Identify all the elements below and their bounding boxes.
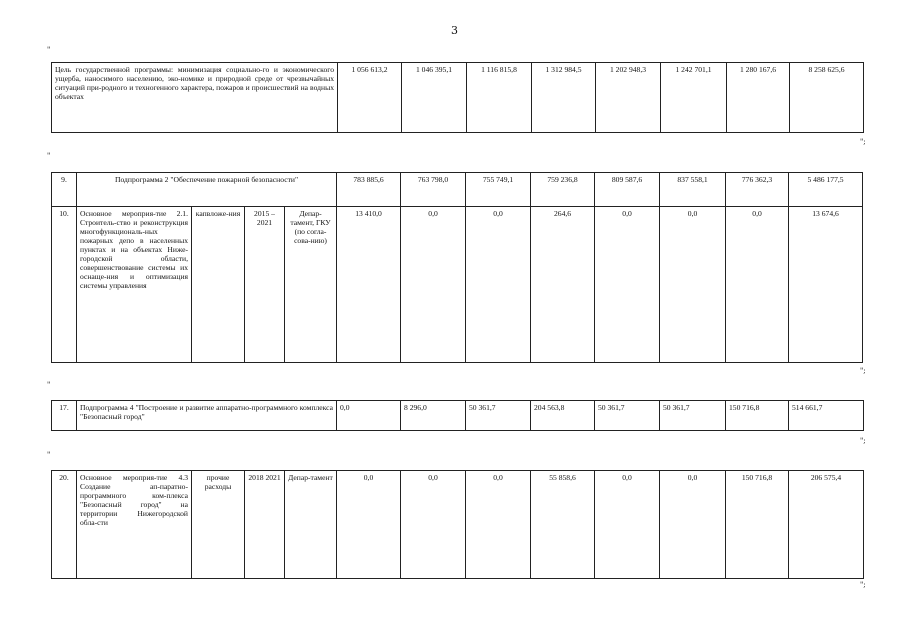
row-title: Подпрограмма 4 "Построение и развитие аппаратно-программного комплекса "Безопасный город" bbox=[77, 401, 337, 431]
value-cell: 0,0 bbox=[466, 471, 531, 579]
value-cell: 150 716,8 bbox=[726, 401, 789, 431]
quote-open-mark: " bbox=[47, 152, 51, 160]
value-cell: 55 858,6 bbox=[531, 471, 595, 579]
expense-type: капвложе-ния bbox=[192, 207, 245, 363]
executor: Депар-тамент bbox=[285, 471, 337, 579]
value-cell: 0,0 bbox=[401, 207, 466, 363]
expense-type: прочие расходы bbox=[192, 471, 245, 579]
value-cell: 8 296,0 bbox=[401, 401, 466, 431]
value-cell: 1 116 815,8 bbox=[467, 63, 532, 133]
value-cell: 763 798,0 bbox=[401, 173, 466, 207]
value-cell: 1 046 395,1 bbox=[402, 63, 467, 133]
value-cell: 776 362,3 bbox=[726, 173, 789, 207]
value-cell: 0,0 bbox=[466, 207, 531, 363]
value-cell: 0,0 bbox=[337, 471, 401, 579]
years: 2015 – 2021 bbox=[245, 207, 285, 363]
quote-close-mark: "; bbox=[860, 138, 866, 146]
years: 2018 2021 bbox=[245, 471, 285, 579]
value-cell: 0,0 bbox=[726, 207, 789, 363]
value-cell: 206 575,4 bbox=[789, 471, 864, 579]
row-number: 17. bbox=[52, 401, 77, 431]
value-cell: 13 674,6 bbox=[789, 207, 863, 363]
table-row bbox=[52, 207, 863, 363]
executor: Депар-тамент, ГКУ (по согла-сова-нию) bbox=[285, 207, 337, 363]
row-title: Основное мероприя-тие 4.3 Создание ап-паратно-программного ком-плекса "Безопасный город" на территории Нижегородской обла-сти bbox=[77, 471, 192, 579]
value-cell: 755 749,1 bbox=[466, 173, 531, 207]
value-cell: 783 885,6 bbox=[337, 173, 401, 207]
value-cell: 5 486 177,5 bbox=[789, 173, 863, 207]
value-cell: 0,0 bbox=[401, 471, 466, 579]
quote-open-mark: " bbox=[47, 46, 51, 54]
row-title: Основное мероприя-тие 2.1. Строитель-ство и реконструкция многофункциональ-ных пожарных депо в населенных пунктах и на объектах Ниже-городской области, совершенствование системы их оснаще-ния и оптимизация системы управления bbox=[77, 207, 192, 363]
value-cell: 0,0 bbox=[660, 471, 726, 579]
row-number: 9. bbox=[52, 173, 77, 207]
value-cell: 0,0 bbox=[337, 401, 401, 431]
row-number: 10. bbox=[52, 207, 77, 363]
value-cell: 1 056 613,2 bbox=[338, 63, 402, 133]
value-cell: 8 258 625,6 bbox=[790, 63, 864, 133]
value-cell: 50 361,7 bbox=[660, 401, 726, 431]
subprogram-2-table bbox=[51, 172, 863, 363]
row-number: 20. bbox=[52, 471, 77, 579]
measure-4-3-table bbox=[51, 470, 864, 579]
value-cell: 1 280 167,6 bbox=[727, 63, 790, 133]
value-cell: 1 202 948,3 bbox=[596, 63, 661, 133]
goal-text: Цель государственной программы: минимизация социально-го и экономического ущерба, наносимого населению, эко-номике и природной среде от чрезвычайных ситуаций при-родного и техногенного характера, пожаров и происшествий на водных объектах bbox=[52, 63, 338, 133]
quote-close-mark: "; bbox=[860, 367, 866, 375]
value-cell: 514 661,7 bbox=[789, 401, 864, 431]
value-cell: 50 361,7 bbox=[466, 401, 531, 431]
value-cell: 204 563,8 bbox=[531, 401, 595, 431]
value-cell: 13 410,0 bbox=[337, 207, 401, 363]
value-cell: 1 312 984,5 bbox=[532, 63, 596, 133]
quote-close-mark: "; bbox=[860, 437, 866, 445]
value-cell: 150 716,8 bbox=[726, 471, 789, 579]
quote-open-mark: " bbox=[47, 381, 51, 389]
value-cell: 809 587,6 bbox=[595, 173, 660, 207]
page-number: 3 bbox=[451, 24, 458, 37]
value-cell: 264,6 bbox=[531, 207, 595, 363]
value-cell: 0,0 bbox=[660, 207, 726, 363]
value-cell: 50 361,7 bbox=[595, 401, 660, 431]
value-cell: 1 242 701,1 bbox=[661, 63, 727, 133]
table-row bbox=[52, 401, 864, 431]
row-title: Подпрограмма 2 "Обеспечение пожарной безопасности" bbox=[77, 173, 337, 207]
goal-table bbox=[51, 62, 864, 133]
value-cell: 837 558,1 bbox=[660, 173, 726, 207]
table-row bbox=[52, 471, 864, 579]
subprogram-4-table bbox=[51, 400, 864, 431]
quote-close-mark: "; bbox=[860, 581, 866, 589]
value-cell: 0,0 bbox=[595, 471, 660, 579]
table-row bbox=[52, 63, 864, 133]
quote-open-mark: " bbox=[47, 451, 51, 459]
table-row bbox=[52, 173, 863, 207]
value-cell: 0,0 bbox=[595, 207, 660, 363]
value-cell: 759 236,8 bbox=[531, 173, 595, 207]
